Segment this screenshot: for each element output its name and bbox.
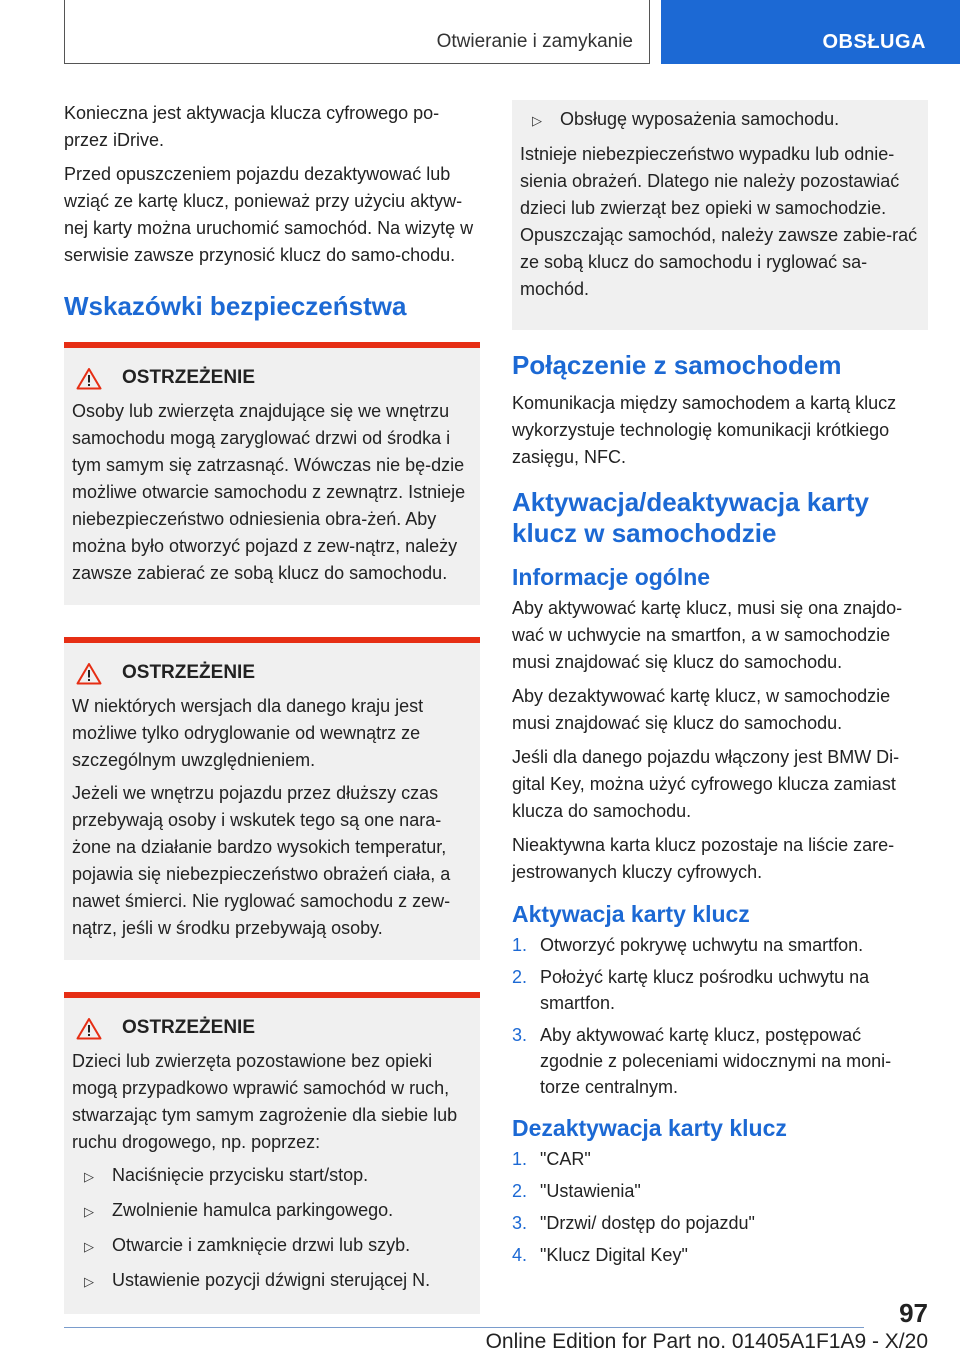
activate-steps bbox=[512, 932, 928, 1100]
warning-box bbox=[64, 637, 480, 960]
step-item: 1. "CAR" bbox=[512, 1149, 591, 1169]
warning-bullet-list bbox=[84, 1162, 472, 1295]
warning-continuation-box bbox=[512, 100, 928, 330]
bullet-triangle-icon: ▷ bbox=[84, 1169, 94, 1184]
page-number: 97 bbox=[899, 1298, 928, 1328]
info-paragraph: Aby aktywować kartę klucz, musi się ona znajdo-wać w uchwycie na smartfon, a w samochodzie musi znajdować się klucz do samochodu. bbox=[512, 598, 903, 672]
warning-box bbox=[64, 342, 480, 605]
step-item: 1. Otworzyć pokrywę uchwytu na smartfon. bbox=[512, 935, 864, 955]
warning-text: Osoby lub zwierzęta znajdujące się we wnętrzu samochodu mogą zaryglować drzwi od środka i tym samym się zatrzasnąć. Wówczas nie bę-dzie możliwe otwarcie samochodu z zewnątrz. Istnieje niebezpieczeństwo odniesienia obra-żeń. Aby można było otworzyć pojazd z zew-nątrz, należy zawsze zabierać ze sobą klucz do samochodu. bbox=[72, 401, 466, 583]
list-item: ▷ Zwolnienie hamulca parkingowego. bbox=[84, 1197, 472, 1225]
left-column bbox=[64, 100, 480, 1314]
section-title: Otwieranie i zamykanie bbox=[436, 31, 633, 52]
bullet-triangle-icon: ▷ bbox=[84, 1274, 94, 1289]
right-column bbox=[512, 100, 928, 1274]
warning-triangle-icon bbox=[76, 367, 102, 390]
header-chapter-box bbox=[661, 0, 960, 64]
step-item: 2. Położyć kartę klucz pośrodku uchwytu na smartfon. bbox=[512, 967, 870, 1013]
footer-divider bbox=[64, 1327, 864, 1328]
footer-edition: Online Edition for Part no. 01405A1F1A9 - X/20 bbox=[485, 1330, 928, 1353]
info-paragraph: Aby dezaktywować kartę klucz, w samochodzie musi znajdować się klucz do samochodu. bbox=[512, 686, 891, 733]
step-item: 2. "Ustawienia" bbox=[512, 1181, 641, 1201]
warning-text: Jeżeli we wnętrzu pojazdu przez dłuższy czas przebywają osoby i wskutek tego są one nara-żone na działanie bardzo wysokich temperatur, pojawia się niebezpieczeństwo obrażeń ciała, a nawet śmierci. Nie ryglować samochodu z zew-nątrz, jeśli w środku przebywają osoby. bbox=[72, 783, 451, 938]
list-item: ▷ Naciśnięcie przycisku start/stop. bbox=[84, 1162, 472, 1190]
bullet-triangle-icon: ▷ bbox=[532, 113, 542, 128]
connection-text: Komunikacja między samochodem a kartą klucz wykorzystuje technologię komunikacji krótkiego zasięgu, NFC. bbox=[512, 393, 897, 467]
warning-title: OSTRZEŻENIE bbox=[72, 364, 472, 392]
warning-bullet-list bbox=[532, 106, 920, 134]
warning-triangle-icon bbox=[76, 662, 102, 685]
list-item: ▷ Obsługę wyposażenia samochodu. bbox=[532, 106, 920, 134]
safety-heading: Wskazówki bezpieczeństwa bbox=[64, 291, 407, 321]
warning-triangle-icon bbox=[76, 1017, 102, 1040]
connection-heading: Połączenie z samochodem bbox=[512, 350, 842, 380]
intro-paragraph: Konieczna jest aktywacja klucza cyfrowego po-przez iDrive. bbox=[64, 103, 440, 150]
bullet-triangle-icon: ▷ bbox=[84, 1239, 94, 1254]
info-paragraph: Jeśli dla danego pojazdu włączony jest BMW Di-gital Key, można użyć cyfrowego klucza zamiast klucza do samochodu. bbox=[512, 747, 900, 821]
bullet-triangle-icon: ▷ bbox=[84, 1204, 94, 1219]
header-section-box bbox=[64, 0, 650, 64]
warning-text: Istnieje niebezpieczeństwo wypadku lub odnie-sienia obrażeń. Dlatego nie należy pozostawiać dzieci lub zwierząt bez opieki w samochodzie. Opuszczając samochód, należy zawsze zabie-rać ze sobą klucz do samochodu i ryglować sa-mochód. bbox=[520, 144, 918, 299]
step-item: 4. "Klucz Digital Key" bbox=[512, 1245, 688, 1265]
warning-text: Dzieci lub zwierzęta pozostawione bez opieki mogą przypadkowo wprawić samochód w ruch, stwarzając tym samym zagrożenie dla siebie lub ruchu drogowego, np. poprzez: bbox=[72, 1051, 458, 1152]
warning-title: OSTRZEŻENIE bbox=[72, 659, 472, 687]
info-paragraph: Nieaktywna karta klucz pozostaje na liście zare-jestrowanych kluczy cyfrowych. bbox=[512, 835, 895, 882]
intro-paragraph: Przed opuszczeniem pojazdu dezaktywować lub wziąć ze kartę klucz, ponieważ przy użyciu aktyw-nej karty można uruchomić samochód. Na wizytę w serwisie zawsze przynosić klucz do samo-chodu. bbox=[64, 164, 474, 265]
warning-text: W niektórych wersjach dla danego kraju jest możliwe tylko odryglowanie od wewnątrz ze szczególnym uwzględnieniem. bbox=[72, 696, 424, 770]
deactivate-card-heading: Dezaktywacja karty klucz bbox=[512, 1115, 787, 1141]
activate-card-heading: Aktywacja karty klucz bbox=[512, 901, 750, 927]
warning-box bbox=[64, 992, 480, 1314]
warning-title: OSTRZEŻENIE bbox=[72, 1014, 472, 1042]
list-item: ▷ Ustawienie pozycji dźwigni sterującej N. bbox=[84, 1267, 472, 1295]
chapter-title: OBSŁUGA bbox=[822, 31, 926, 53]
list-item: ▷ Otwarcie i zamknięcie drzwi lub szyb. bbox=[84, 1232, 472, 1260]
step-item: 3. Aby aktywować kartę klucz, postępować zgodnie z poleceniami widocznymi na moni-torze centralnym. bbox=[512, 1025, 892, 1097]
activation-heading: Aktywacja/deaktywacja karty klucz w samochodzie bbox=[512, 487, 869, 548]
deactivate-steps bbox=[512, 1146, 928, 1268]
general-info-heading: Informacje ogólne bbox=[512, 564, 711, 590]
step-item: 3. "Drzwi/ dostęp do pojazdu" bbox=[512, 1213, 755, 1233]
